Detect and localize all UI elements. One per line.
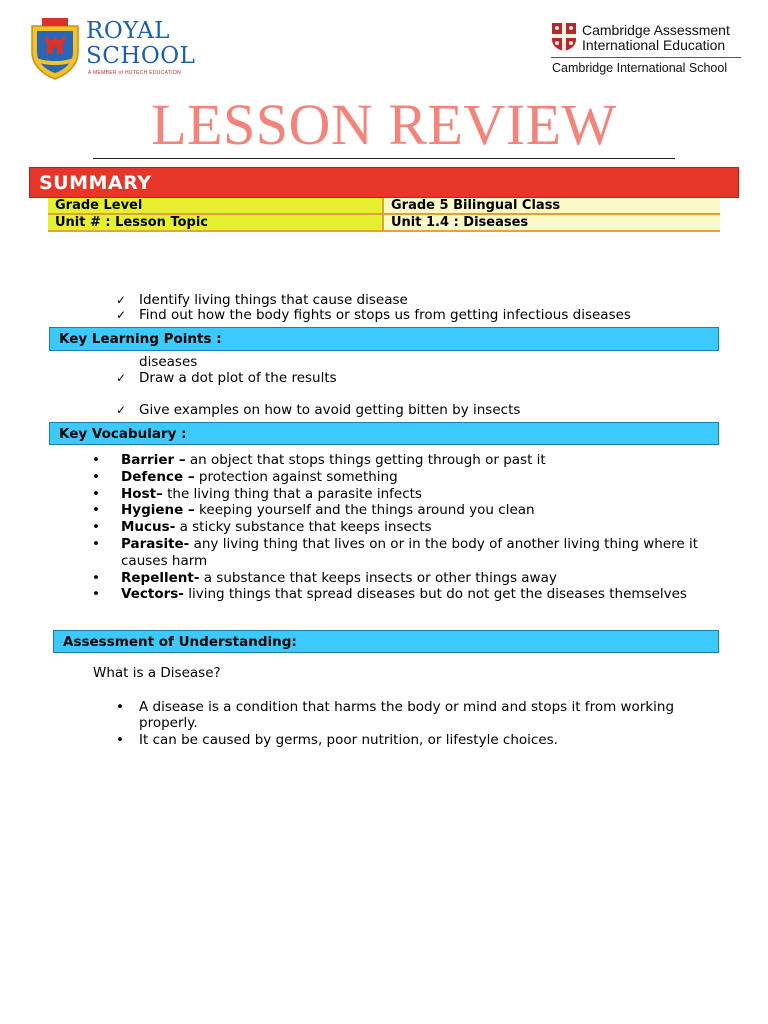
- check-icon: ✓: [116, 371, 127, 385]
- summary-table: [48, 198, 720, 232]
- title-divider: [93, 158, 675, 159]
- royal-school-logo: [28, 16, 198, 82]
- table-row: [48, 198, 720, 214]
- page-title: LESSON REVIEW: [151, 92, 617, 157]
- school-tagline: A MEMBER of HUTECH EDUCATION: [88, 70, 182, 76]
- bullet-icon: •: [92, 502, 100, 519]
- school-name-line2: SCHOOL: [86, 43, 196, 69]
- unit-topic-value: Unit 1.4 : Diseases: [383, 214, 720, 231]
- summary-heading: SUMMARY: [29, 167, 739, 198]
- bullet-icon: •: [116, 699, 124, 715]
- cambridge-school-label: Cambridge International School: [552, 61, 728, 75]
- grade-level-label: Grade Level: [48, 198, 383, 214]
- bullet-icon: •: [92, 485, 100, 502]
- list-item: • Parasite- any living thing that lives on or in the body of another living thing where it causes harm: [92, 535, 698, 569]
- check-icon: ✓: [116, 308, 127, 322]
- list-item: • Hygiene – keeping yourself and the things around you clean: [92, 502, 535, 519]
- key-learning-points-heading: Key Learning Points :: [49, 327, 719, 351]
- list-item: • It can be caused by germs, poor nutrition, or lifestyle choices.: [116, 732, 558, 748]
- bullet-icon: •: [92, 569, 100, 586]
- bullet-icon: •: [92, 586, 100, 603]
- unit-topic-label: Unit # : Lesson Topic: [48, 214, 383, 231]
- cambridge-logo: [551, 22, 743, 78]
- bullet-icon: •: [92, 519, 100, 536]
- bullet-icon: •: [92, 452, 100, 468]
- list-item: • Repellent- a substance that keeps insects or other things away: [92, 569, 557, 586]
- bullet-icon: •: [116, 732, 124, 748]
- list-item: • A disease is a condition that harms the body or mind and stops it from working properly.: [116, 699, 675, 731]
- cambridge-divider: [551, 57, 741, 58]
- school-name-line1: ROYAL: [86, 18, 170, 44]
- grade-level-value: Grade 5 Bilingual Class: [383, 198, 720, 214]
- vocabulary-list: [92, 452, 702, 603]
- assessment-question: What is a Disease?: [93, 665, 221, 681]
- list-item: • Barrier – an object that stops things getting through or past it: [92, 452, 546, 468]
- list-item: • Vectors- living things that spread diseases but do not get the diseases themselves: [92, 586, 687, 603]
- bullet-icon: •: [92, 535, 100, 552]
- key-vocabulary-heading: Key Vocabulary :: [49, 422, 719, 445]
- check-icon: ✓: [116, 293, 127, 307]
- table-row: [48, 214, 720, 231]
- school-shield-icon: [28, 18, 82, 80]
- bullet-icon: •: [92, 468, 100, 485]
- list-item: • Defence – protection against something: [92, 468, 398, 485]
- cambridge-name-line1: Cambridge Assessment: [582, 22, 730, 38]
- assessment-heading: Assessment of Understanding:: [53, 630, 719, 653]
- check-icon: ✓: [116, 403, 127, 417]
- assessment-answers: [116, 699, 676, 749]
- cambridge-name-line2: International Education: [582, 37, 726, 53]
- list-item: • Mucus- a sticky substance that keeps insects: [92, 519, 432, 536]
- objective-partial-text: diseases: [139, 354, 198, 370]
- list-item: • Host– the living thing that a parasite infects: [92, 485, 422, 502]
- cambridge-crest-icon: [551, 22, 577, 52]
